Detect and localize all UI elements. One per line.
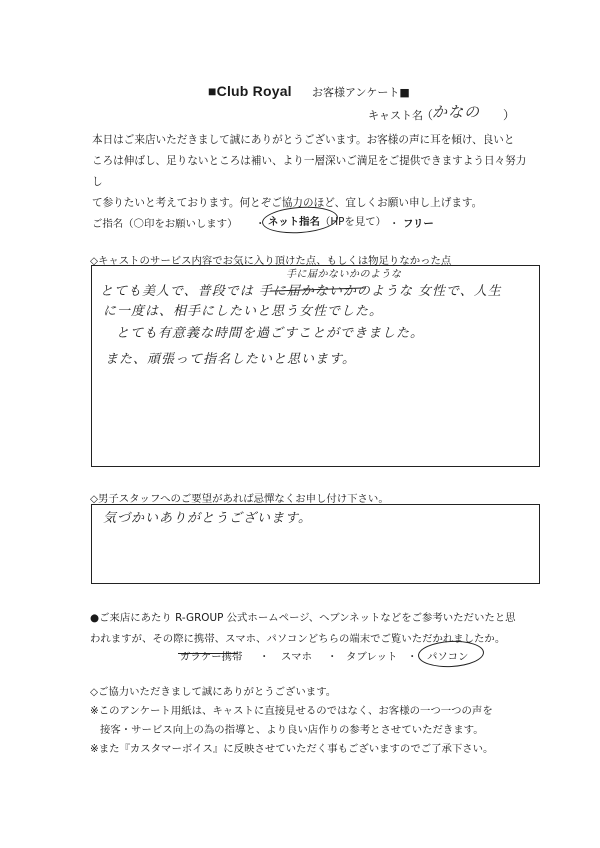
handwritten-answer-line: また、頑張って指名したいと思います。	[105, 352, 356, 367]
device-option-pc[interactable]: パソコン	[427, 651, 469, 663]
device-option-feature-phone[interactable]: ガラケー携帯	[180, 651, 243, 663]
device-option-tablet[interactable]: タブレット	[346, 651, 398, 663]
bullet: ・	[389, 218, 400, 230]
handwritten-insertion: 手に届かないかのような	[286, 269, 402, 280]
paren-open: （	[421, 108, 434, 122]
footer-line: ※また『カスタマーボイス』に反映させていただく事もございますのでご了承下さい。	[90, 743, 494, 755]
footer-line: 接客・サービス向上の為の指導と、より良い店作りの参考とさせていただきます。	[100, 724, 484, 736]
option-net-label: ネット指名	[268, 216, 320, 228]
intro-line: ころは伸ばし、足りないところは補い、より一層深いご満足をご提供できますよう日々努力し	[92, 155, 527, 188]
separator: ・	[259, 651, 270, 663]
question-2-label: ◇男子スタッフへのご要望があれば忌憚なくお申し付け下さい。	[90, 493, 389, 505]
intro-line: て参りたいと考えております。何とぞご協力のほど、宜しくお願い申し上げます。	[92, 197, 483, 209]
footer-line: ※このアンケート用紙は、キャストに直接見せるのではなく、お客様の一つ一つの声を	[90, 705, 493, 717]
nomination-option-free[interactable]: フリー	[403, 218, 434, 230]
brand-title: ■Club Royal	[208, 83, 292, 99]
strikethrough-mark	[178, 653, 238, 654]
handwritten-answer-line: とても美人で、普段では 手に届かないかのような 女性で、人生	[100, 284, 502, 299]
cast-name-field[interactable]: かなの	[432, 103, 481, 121]
separator: ・	[407, 651, 418, 663]
separator: ・	[327, 651, 338, 663]
question-3-line: われますが、その際に携帯、スマホ、パソコンどちらの端末でご覧いただかれましたか。	[90, 633, 506, 645]
handwritten-answer-line: に一度は、相手にしたいと思う女性でした。	[103, 304, 384, 319]
handwritten-answer: 気づかいありがとうございます。	[103, 511, 312, 526]
device-option-smartphone[interactable]: スマホ	[281, 651, 312, 663]
paren-close: ）	[503, 108, 516, 122]
cast-name-label: キャスト名	[368, 109, 423, 122]
survey-title: お客様アンケート■	[312, 86, 410, 99]
intro-paragraph	[92, 130, 532, 214]
question-3-line: ●ご来店にあたり R-GROUP 公式ホームページ、ヘブンネットなどをご参考いただいたと思	[90, 612, 516, 624]
bullet: ・	[255, 218, 266, 230]
intro-line: 本日はご来店いただきまして誠にありがとうございます。お客様の声に耳を傾け、良いと	[92, 134, 515, 146]
footer-notes	[90, 683, 550, 759]
option-net-note: （HPを見て）	[319, 216, 386, 228]
question-1-label: ◇キャストのサービス内容でお気に入り頂けた点、もしくは物足りなかった点	[90, 255, 452, 267]
footer-line: ◇ご協力いただきまして誠にありがとうございます。	[90, 686, 337, 698]
nomination-label: ご指名（〇印をお願いします）	[92, 218, 238, 230]
handwritten-answer-line: とても有意義な時間を過ごすことができました。	[116, 326, 425, 341]
